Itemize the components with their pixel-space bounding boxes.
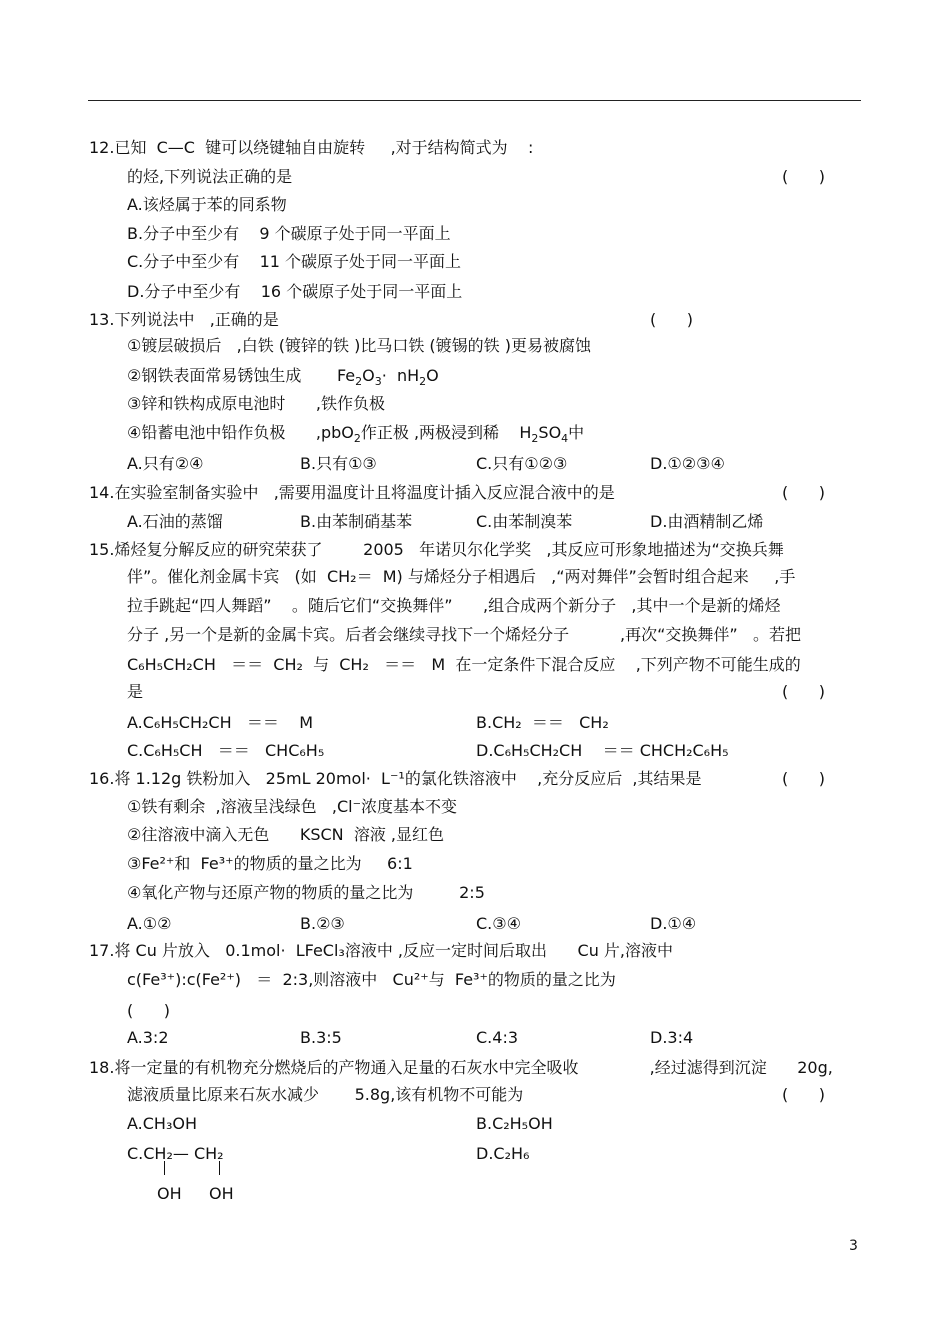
q13-item-1: ①镀层破损后 ,白铁 (镀锌的铁 )比马口铁 (镀锡的铁 )更易被腐蚀 [127,336,592,355]
q15-line-6: 是 [127,682,144,701]
q18-option-c-bond-right [219,1161,220,1175]
q13-stem: 13.下列说法中 ,正确的是 [89,310,279,329]
q16-item-1: ①铁有剩余 ,溶液呈浅绿色 ,Cl⁻浓度基本不变 [127,797,458,816]
q14-option-d: D.由酒精制乙烯 [650,512,764,531]
q13-option-a: A.只有②④ [127,454,204,473]
q12-option-a: A.该烃属于苯的同系物 [127,195,287,214]
q16-option-c: C.③④ [476,914,521,933]
q13-item-3: ③锌和铁构成原电池时 ,铁作负极 [127,394,385,413]
q13-item-4: ④铅蓄电池中铅作负极 ,pbO$_2$作正极 ,两极浸到稀 $H_2SO_4$中 [127,423,585,446]
q12-stem-line2: 的烃,下列说法正确的是 [127,167,293,186]
q13-answer-paren: ( ) [650,310,693,329]
q18-option-c-bond-left [164,1161,165,1175]
q18-option-c-oh-right: OH [209,1184,234,1203]
q18-option-c-oh-left: OH [157,1184,182,1203]
q15-option-a: A.C₆H₅CH₂CH ＝＝ M [127,713,314,732]
q16-item-4: ④氧化产物与还原产物的物质的量之比为 2:5 [127,883,485,902]
q15-line-3: 拉手跳起“四人舞蹈” 。随后它们“交换舞伴” ,组合成两个新分子 ,其中一个是新的烯烃 [127,596,781,615]
q18-option-b: B.C₂H₅OH [476,1114,553,1133]
q18-option-a: A.CH₃OH [127,1114,197,1133]
q16-item-2: ②往溶液中滴入无色 KSCN 溶液 ,显红色 [127,825,444,844]
q15-line-5: C₆H₅CH₂CH ＝＝ CH₂ 与 CH₂ ＝＝ M 在一定条件下混合反应 ,下列产物不可能生成的 [127,655,801,674]
q12-option-c: C.分子中至少有 11 个碳原子处于同一平面上 [127,252,462,271]
header-rule [88,100,861,101]
q17-option-b: B.3:5 [300,1028,342,1047]
q15-line-2: 伴”。催化剂金属卡宾 (如 CH₂＝ M) 与烯烃分子相遇后 ,“两对舞伴”会暂时组合起来 ,手 [127,567,796,586]
q14-option-a: A.石油的蒸馏 [127,512,223,531]
q18-line-1: 18.将一定量的有机物充分燃烧后的产物通入足量的石灰水中完全吸收 ,经过滤得到沉淀 20g, [89,1058,833,1077]
q12-option-b: B.分子中至少有 9 个碳原子处于同一平面上 [127,224,451,243]
q15-option-c: C.C₆H₅CH ＝＝ CHC₆H₅ [127,741,325,760]
q14-answer-paren: ( ) [782,483,825,502]
q13-option-d: D.①②③④ [650,454,725,473]
q16-item-3: ③Fe²⁺和 Fe³⁺的物质的量之比为 6:1 [127,854,413,873]
q15-option-b: B.CH₂ ＝＝ CH₂ [476,713,609,732]
q16-option-b: B.②③ [300,914,345,933]
q15-option-d: D.C₆H₅CH₂CH ＝＝ CHCH₂C₆H₅ [476,741,729,760]
q17-answer-paren: ( ) [127,1001,170,1020]
q17-line-2: c(Fe³⁺):c(Fe²⁺) ＝ 2:3,则溶液中 Cu²⁺与 Fe³⁺的物质的量之比为 [127,970,616,989]
q18-line-2: 滤液质量比原来石灰水减少 5.8g,该有机物不可能为 [127,1085,524,1104]
q14-option-b: B.由苯制硝基苯 [300,512,413,531]
q12-answer-paren: ( ) [782,167,825,186]
q16-option-d: D.①④ [650,914,697,933]
q17-option-d: D.3:4 [650,1028,694,1047]
q13-option-b: B.只有①③ [300,454,377,473]
q18-option-c: C.CH₂— CH₂ [127,1144,224,1163]
page-number: 3 [849,1238,858,1254]
q12-stem-line1: 12.已知 C—C 键可以绕键轴自由旋转 ,对于结构简式为 : [89,138,534,157]
q16-option-a: A.①② [127,914,172,933]
q17-option-c: C.4:3 [476,1028,519,1047]
q18-answer-paren: ( ) [782,1085,825,1104]
q18-option-d: D.C₂H₆ [476,1144,530,1163]
q13-item-2: ②钢铁表面常易锈蚀生成 $Fe_2O_3\cdot nH_2O$ [127,366,439,389]
q14-option-c: C.由苯制溴苯 [476,512,573,531]
q12-option-d: D.分子中至少有 16 个碳原子处于同一平面上 [127,282,463,301]
q15-line-1: 15.烯烃复分解反应的研究荣获了 2005 年诺贝尔化学奖 ,其反应可形象地描述为“交换兵舞 [89,540,784,559]
q15-answer-paren: ( ) [782,682,825,701]
q14-stem: 14.在实验室制备实验中 ,需要用温度计且将温度计插入反应混合液中的是 [89,483,615,502]
q13-option-c: C.只有①②③ [476,454,568,473]
q17-option-a: A.3:2 [127,1028,169,1047]
q16-stem: 16.将 1.12g 铁粉加入 25mL 20mol· L⁻¹的氯化铁溶液中 ,充分反应后 ,其结果是 [89,769,702,788]
q17-line-1: 17.将 Cu 片放入 0.1mol· LFeCl₃溶液中 ,反应一定时间后取出 Cu 片,溶液中 [89,941,674,960]
q15-line-4: 分子 ,另一个是新的金属卡宾。后者会继续寻找下一个烯烃分子 ,再次“交换舞伴” 。若把 [127,625,801,644]
q16-answer-paren: ( ) [782,769,825,788]
